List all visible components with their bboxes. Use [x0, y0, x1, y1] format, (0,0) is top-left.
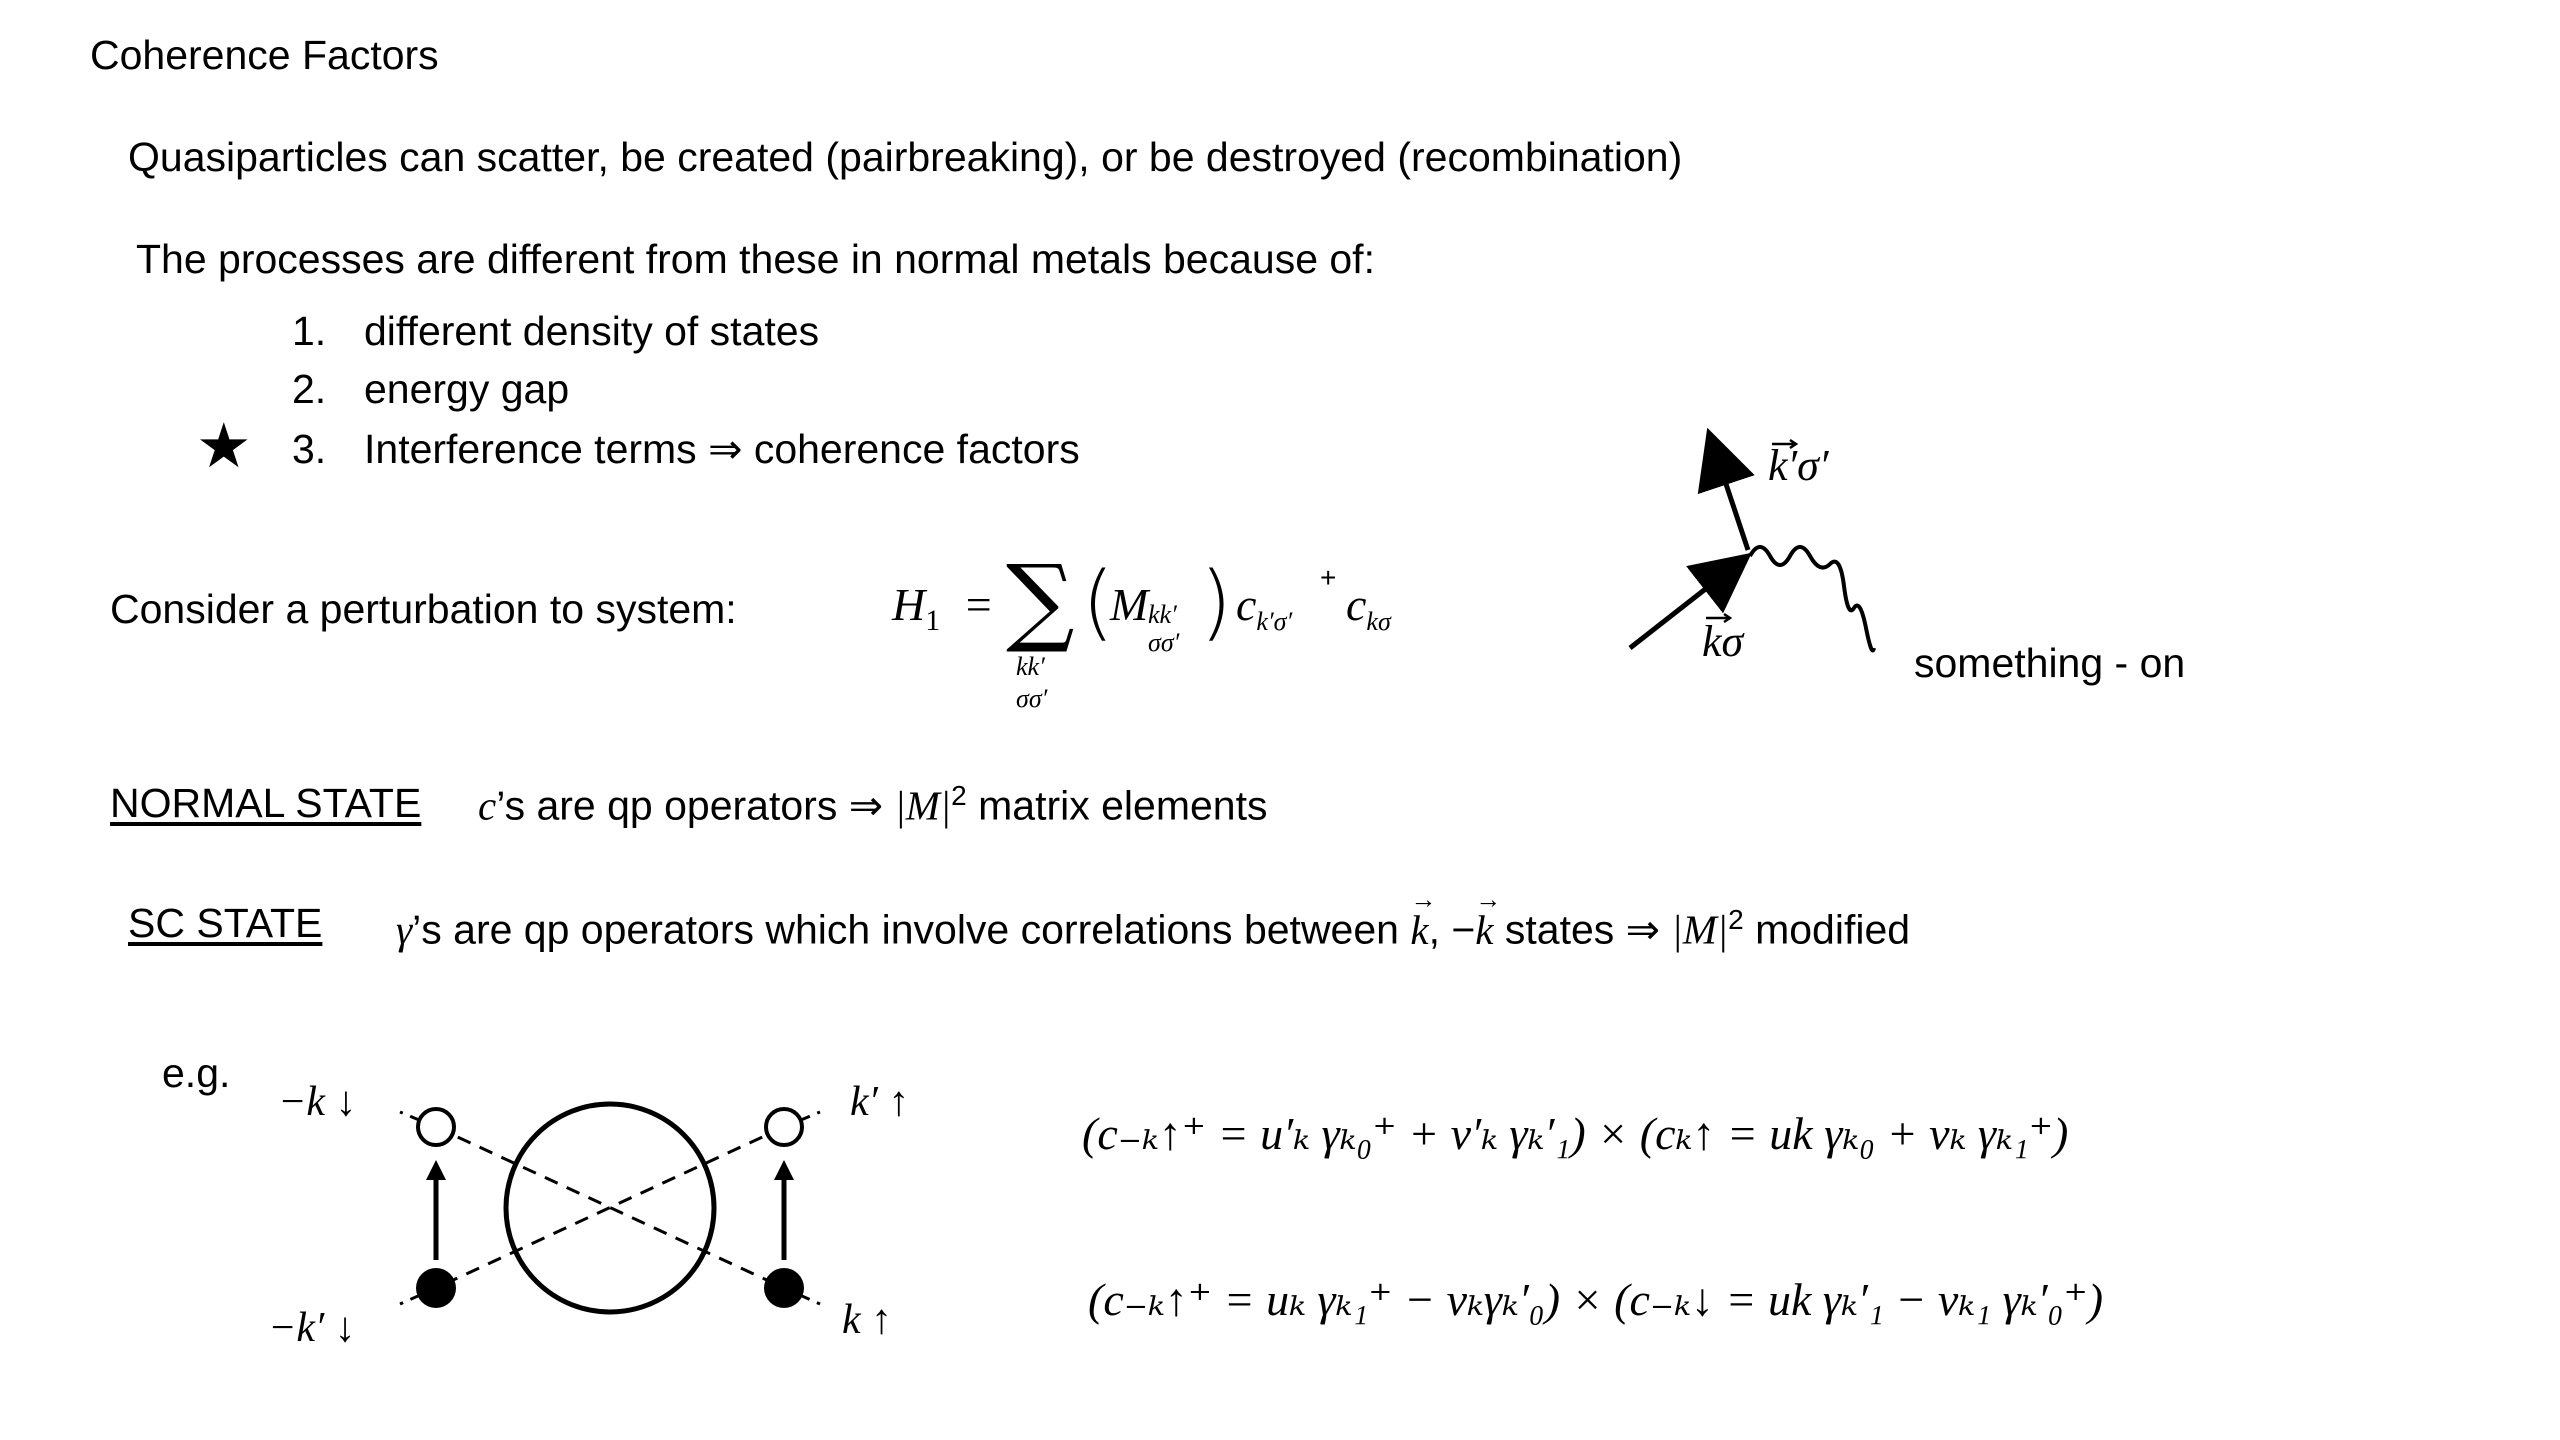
sc-state-text-1: ’s are qp operators which involve correlations between	[412, 906, 1411, 953]
star-icon: ★	[196, 412, 252, 481]
c-dagger-subscript: k′σ′	[1256, 607, 1293, 637]
list-text: different density of states	[364, 308, 820, 354]
interaction-circle	[506, 1104, 714, 1312]
m-subscript-1: kk′	[1148, 600, 1177, 629]
vector-arrow-icon: →	[1475, 884, 1502, 914]
comma-minus: , −	[1428, 906, 1476, 953]
up-arrow-left-head-icon	[426, 1160, 446, 1180]
equation-2: (c₋ₖ↑⁺ = uₖ γₖ₁⁺ − vₖγₖ′₀) × (c₋ₖ↓ = uk γₖ′₁ − vₖ₁ γₖ′₀⁺)	[1088, 1274, 2104, 1325]
gamma-symbol: γ	[396, 906, 413, 953]
k-symbol: k	[1410, 906, 1429, 953]
c-dagger-superscript: +	[1320, 562, 1337, 593]
list-text: Interference terms ⇒ coherence factors	[364, 426, 1080, 472]
label-bottom-left: −k′ ↓	[268, 1305, 356, 1351]
empty-state-circle	[766, 1109, 802, 1145]
list-item-2	[292, 366, 569, 413]
filled-state-circle	[764, 1268, 804, 1308]
right-paren: )	[1200, 555, 1232, 650]
k-symbol: k	[1475, 906, 1494, 953]
sum-subscript-2: σσ′	[1016, 684, 1048, 713]
h-subscript: 1	[925, 604, 941, 638]
something-on-label: something - on	[1914, 640, 2186, 686]
c-dagger	[1236, 578, 1292, 637]
k-vector-2	[1475, 884, 1502, 953]
label-bottom-right: k ↑	[842, 1297, 893, 1343]
m-square: 2	[951, 780, 967, 811]
list-item-3	[292, 425, 1080, 473]
sc-state-text	[396, 884, 1911, 954]
m-symbol: M	[1110, 579, 1149, 630]
normal-state-label: NORMAL STATE	[110, 780, 422, 826]
m-subscript-2: σσ′	[1148, 628, 1180, 657]
normal-state-text	[478, 780, 1268, 830]
list-number: 1.	[292, 308, 327, 354]
sc-state-text-2: states ⇒	[1493, 906, 1672, 953]
example-label: e.g.	[162, 1050, 231, 1096]
k-vector	[1410, 884, 1437, 953]
m-abs: |M|	[1671, 906, 1729, 953]
m-abs: |M|	[894, 782, 952, 829]
c-operator	[1346, 578, 1391, 637]
up-arrow-right-head-icon	[774, 1160, 794, 1180]
label-top-right: k′ ↑	[850, 1079, 910, 1125]
normal-state-text-1: ’s are qp operators ⇒	[496, 782, 895, 829]
sum-subscript-1: kk′	[1016, 652, 1045, 681]
h-symbol: H	[892, 579, 926, 630]
label-top-left: −k ↓	[278, 1079, 357, 1125]
list-number: 2.	[292, 366, 327, 412]
left-paren: (	[1082, 555, 1114, 650]
sum-symbol: ∑	[1006, 544, 1075, 656]
m-square: 2	[1728, 904, 1744, 935]
wavy-line	[1750, 547, 1874, 651]
c-dagger-symbol: c	[1236, 579, 1257, 630]
out-label: k′σ′	[1768, 441, 1829, 490]
c-symbol: c	[478, 782, 497, 829]
perturbation-label: Consider a perturbation to system:	[110, 586, 737, 632]
page-title: Coherence Factors	[90, 32, 439, 78]
intro-text: Quasiparticles can scatter, be created (pairbreaking), or be destroyed (recombination)	[128, 134, 1683, 180]
normal-state-text-2: matrix elements	[966, 782, 1268, 829]
vector-arrow-icon: →	[1410, 884, 1437, 914]
in-label: kσ	[1702, 617, 1744, 666]
sc-state-text-3: modified	[1743, 906, 1911, 953]
list-item-1	[292, 308, 819, 355]
equals-sign: =	[965, 579, 992, 630]
empty-state-circle	[418, 1109, 454, 1145]
c-subscript: kσ	[1366, 607, 1391, 637]
list-text: energy gap	[364, 366, 570, 412]
hamiltonian-lhs	[892, 578, 992, 638]
c-symbol: c	[1346, 579, 1367, 630]
filled-state-circle	[416, 1268, 456, 1308]
sc-state-label: SC STATE	[128, 900, 323, 946]
processes-heading: The processes are different from these in normal metals because of:	[136, 236, 1375, 282]
outgoing-arrow	[1712, 442, 1748, 550]
list-number: 3.	[292, 426, 327, 472]
equation-1: (c₋ₖ↑⁺ = u′ₖ γₖ₀⁺ + v′ₖ γₖ′₁) × (cₖ↑ = uk γₖ₀ + vₖ γₖ₁⁺)	[1082, 1108, 2069, 1159]
